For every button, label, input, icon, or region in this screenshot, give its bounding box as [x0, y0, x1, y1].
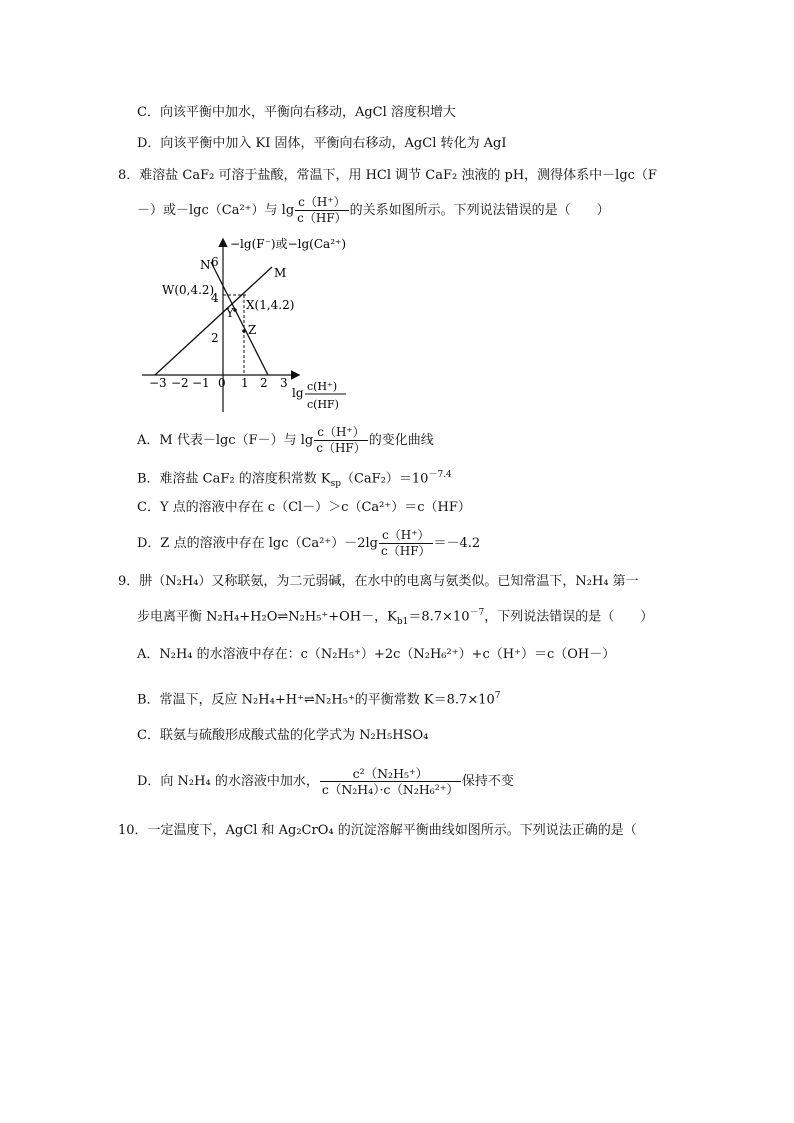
x-axis-label-num: c(H⁺) [307, 380, 338, 393]
q9-option-b: B．常温下，反应 N₂H₄+H⁺⇌N₂H₅⁺的平衡常数 $K=8.7\times 10^7$ [137, 691, 501, 708]
q9-option-d-fraction: $\frac{\text{c²（N₂H₅⁺）}}{\text{c（N₂H₄）·c（N₂H₆²⁺）}}$ [321, 766, 459, 797]
tick-x-neg3: −3 [149, 376, 167, 390]
q9-option-c: C．联氨与硫酸形成酸式盐的化学式为 N₂H₅HSO₄ [137, 728, 429, 743]
q8-option-c: C．Y 点的溶液中存在 c（Cl－）＞c（Ca²⁺）＝c（HF） [137, 500, 471, 515]
q8-option-d-fraction: $\frac{c(H^+)}{c(HF)}$ [381, 528, 431, 558]
tick-y-2: 2 [211, 331, 219, 345]
q9-stem-line2: 步电离平衡 N₂H₄+H₂O⇌N₂H₅⁺+OH－，$K_{b1}=8.7\times 10^{-7}$，下列说法错误的是（ ） [137, 608, 654, 627]
tick-y-6: 6 [211, 255, 219, 269]
point-z [242, 329, 246, 333]
label-m: M [274, 266, 287, 280]
label-x: X(1,4.2) [246, 298, 295, 312]
q8-option-a: A．M 代表－lgc（F－）与 lg $\frac{c(H^+)}{c(HF)}$ 的变化曲线 [137, 425, 434, 455]
q8-stem-fraction: $\frac{c(H^+)}{c(HF)}$ [297, 195, 347, 225]
tick-x-neg2: −2 [171, 376, 189, 390]
q7-option-c: C．向该平衡中加水，平衡向右移动，AgCl 溶度积增大 [137, 105, 456, 120]
label-n: N [200, 258, 211, 272]
q8-stem-line1: 8．难溶盐 CaF₂ 可溶于盐酸，常温下，用 HCl 调节 CaF₂ 浊液的 pH，测得体系中－lgc（F [118, 168, 657, 183]
q8-option-a-fraction: $\frac{c(H^+)}{c(HF)}$ [316, 425, 366, 455]
label-z: Z [248, 323, 257, 337]
label-y: Y [226, 306, 234, 320]
tick-x-2: 2 [260, 376, 268, 390]
label-w: W(0,4.2) [162, 283, 215, 297]
tick-origin: 0 [218, 376, 226, 390]
q9-option-a: A．N₂H₄ 的水溶液中存在：c（N₂H₅⁺）+2c（N₂H₆²⁺）+c（H⁺）＝c（OH－） [137, 647, 616, 662]
tick-x-neg1: −1 [192, 376, 210, 390]
q9-option-d: D．向 N₂H₄ 的水溶液中加水， $\frac{\text{c²（N₂H₅⁺）}}{\text{c（N₂H₄）·c（N₂H₆²⁺）}}$ 保持不变 [137, 766, 514, 797]
q8-option-d: D．Z 点的溶液中存在 lgc（Ca²⁺）－2lg $\frac{c(H^+)}{c(HF)}$ ＝－4.2 [137, 528, 481, 558]
x-axis-label-lg: lg [292, 386, 304, 400]
tick-x-1: 1 [241, 376, 249, 390]
q8-figure [140, 230, 370, 415]
q9-stem-line1: 9．肼（N₂H₄）又称联氨，为二元弱碱，在水中的电离与氨类似。已知常温下，N₂H₄ 第一 [118, 574, 639, 589]
q8-stem-text: －）或－lgc（Ca²⁺）与 lg [137, 203, 295, 218]
tick-x-3: 3 [280, 376, 288, 390]
q7-option-d: D．向该平衡中加入 KI 固体，平衡向右移动，AgCl 转化为 AgI [137, 136, 507, 151]
q8-stem-line2 [137, 194, 610, 228]
q8-stem-text-end: 的关系如图所示。下列说法错误的是（ ） [349, 203, 610, 218]
y-axis-label: −lg(F⁻)或−lg(Ca²⁺) [230, 237, 347, 251]
x-axis-label-den: c(HF) [307, 398, 339, 411]
q8-option-b: B．难溶盐 CaF₂ 的溶度积常数 $K_{sp}(CaF_2)=10^{-7.4}$ [137, 470, 452, 489]
tick-y-4: 4 [211, 291, 219, 305]
q10-stem: 10．一定温度下，AgCl 和 Ag₂CrO₄ 的沉淀溶解平衡曲线如图所示。下列说法正确的是（ [118, 823, 637, 838]
